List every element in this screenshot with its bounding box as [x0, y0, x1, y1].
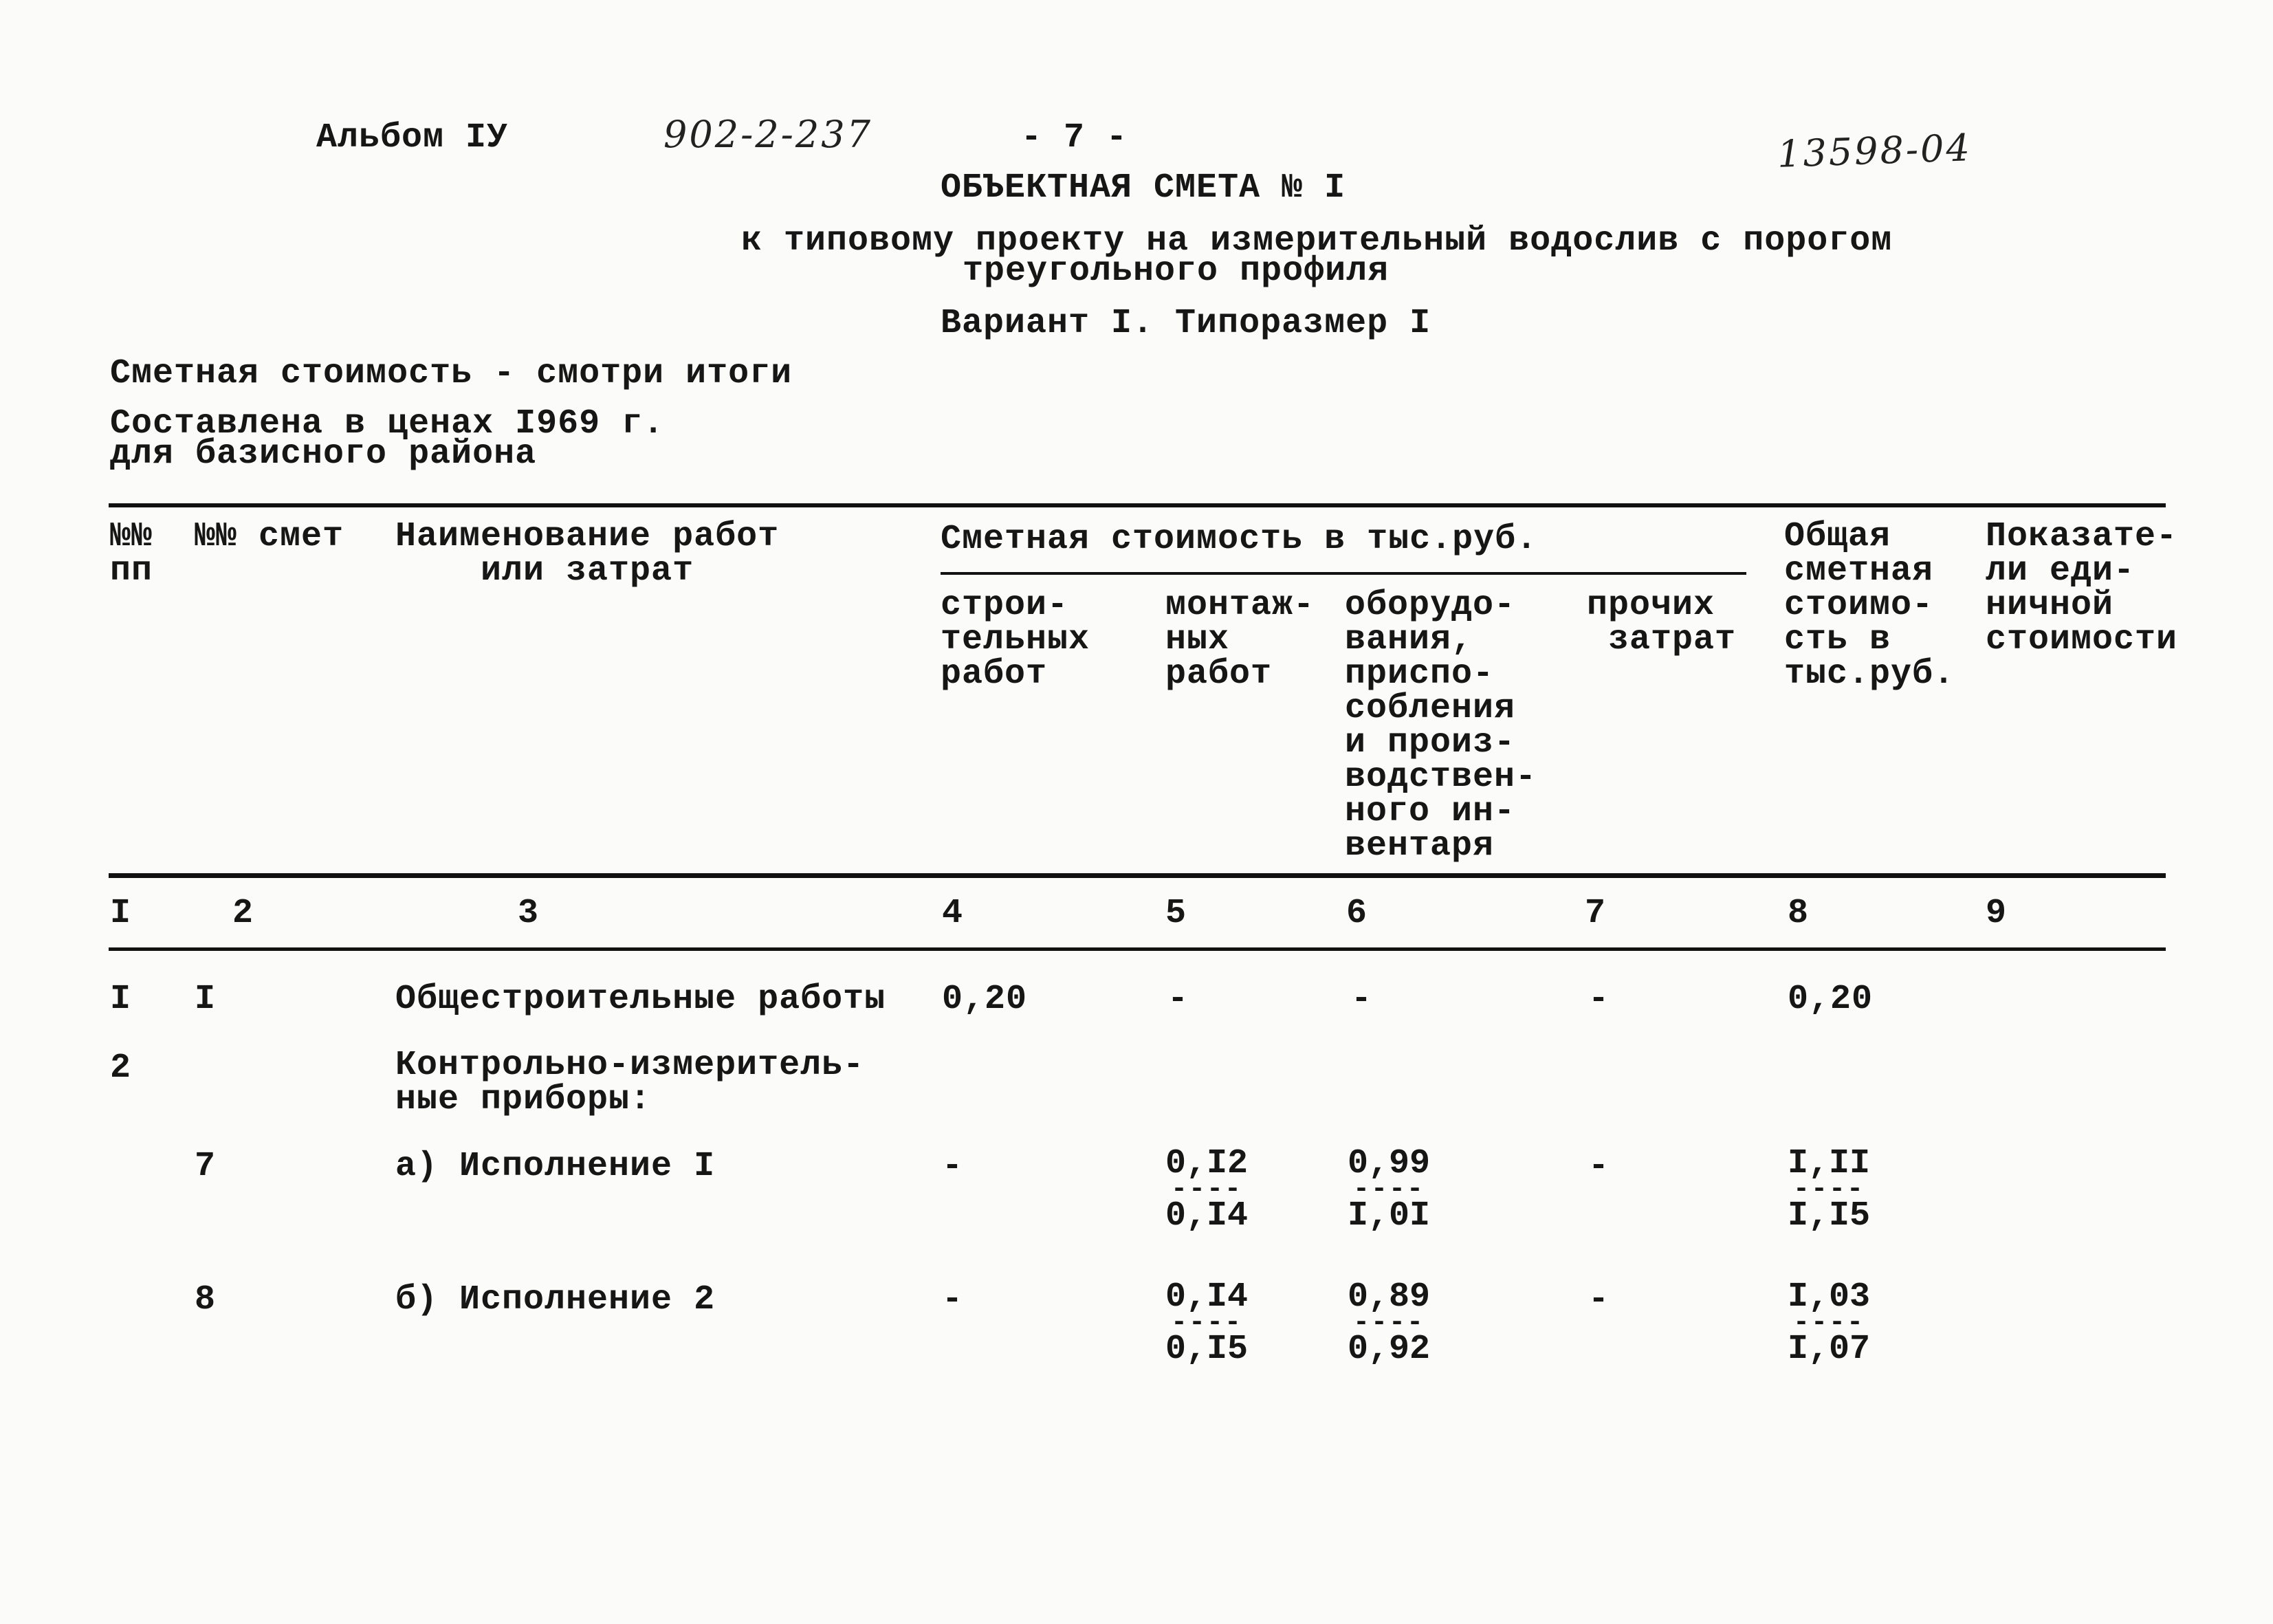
- prices-note-line2: для базисного района: [110, 435, 537, 474]
- row1-construction: 0,20: [942, 980, 1028, 1019]
- row3-equipment-bottom: I,0I: [1347, 1196, 1431, 1236]
- header-other-costs: прочих затрат: [1587, 586, 1737, 659]
- row4-installation-bottom: 0,I5: [1165, 1330, 1249, 1369]
- row2-number: 2: [110, 1049, 132, 1088]
- column-number-1: I: [110, 894, 132, 933]
- column-number-6: 6: [1346, 894, 1368, 933]
- estimate-title: ОБЪЕКТНАЯ СМЕТА № I: [941, 168, 1346, 208]
- column-number-4: 4: [942, 894, 964, 933]
- row1-equipment: -: [1351, 980, 1373, 1019]
- header-installation-works: монтаж- ных работ: [1165, 586, 1315, 694]
- row1-total: 0,20: [1788, 980, 1874, 1019]
- header-construction-works: строи- тельных работ: [941, 586, 1090, 694]
- row4-equipment-fraction: [1344, 1277, 1434, 1369]
- fraction-bar: ----: [1170, 1308, 1242, 1339]
- fraction-bar: ----: [1792, 1174, 1865, 1205]
- fraction-bar: ----: [1352, 1308, 1425, 1339]
- estimate-subtitle-line1: к типовому проекту на измерительный водослив с порогом: [741, 221, 1893, 261]
- group-header-rule: [941, 572, 1746, 575]
- header-row-number: №№ пп: [110, 517, 153, 591]
- header-estimate-number: №№ смет: [195, 517, 344, 556]
- variant-label: Вариант I. Типоразмер I: [941, 304, 1431, 343]
- row4-equipment-top: 0,89: [1347, 1277, 1431, 1317]
- document-number: 13598-04: [1776, 126, 1973, 176]
- row3-other: -: [1588, 1147, 1610, 1186]
- column-number-7: 7: [1585, 894, 1607, 933]
- row3-total-bottom: I,I5: [1787, 1196, 1871, 1236]
- row2-name: Контрольно-измеритель- ные приборы:: [395, 1046, 865, 1119]
- row4-construction: -: [942, 1280, 964, 1319]
- column-number-2: 2: [232, 894, 254, 933]
- row3-equipment-top: 0,99: [1347, 1144, 1431, 1183]
- row4-estimate: 8: [195, 1280, 217, 1319]
- row4-equipment-bottom: 0,92: [1347, 1330, 1431, 1369]
- row4-installation-fraction: [1162, 1277, 1251, 1369]
- column-numbers-rule: [109, 947, 2166, 951]
- header-equipment: оборудо- вания, приспо- собления и произ- водствен- ного ин- вентаря: [1345, 586, 1537, 866]
- row4-total-fraction: [1784, 1277, 1874, 1369]
- project-code: 902-2-237: [663, 113, 872, 156]
- column-number-8: 8: [1788, 894, 1810, 933]
- album-label: Альбом IУ: [316, 118, 509, 157]
- row1-number: I: [110, 980, 132, 1019]
- column-number-9: 9: [1986, 894, 2008, 933]
- row3-total-top: I,II: [1787, 1144, 1871, 1183]
- row3-installation-top: 0,I2: [1165, 1144, 1249, 1183]
- row4-other: -: [1588, 1280, 1610, 1319]
- row3-installation-fraction: [1162, 1144, 1251, 1236]
- page-number: - 7 -: [1021, 118, 1128, 157]
- table-top-rule: [109, 503, 2166, 507]
- header-unit-cost: Показате- ли еди- ничной стоимости: [1986, 517, 2178, 659]
- fraction-bar: ----: [1170, 1174, 1242, 1205]
- fraction-bar: ----: [1352, 1174, 1425, 1205]
- row1-other: -: [1588, 980, 1610, 1019]
- cost-note: Сметная стоимость - смотри итоги: [110, 354, 793, 393]
- header-bottom-rule: [109, 873, 2166, 878]
- row3-construction: -: [942, 1147, 964, 1186]
- row4-name: б) Исполнение 2: [395, 1280, 716, 1319]
- row3-estimate: 7: [195, 1147, 217, 1186]
- column-number-3: 3: [518, 894, 540, 933]
- row3-name: а) Исполнение I: [395, 1147, 716, 1186]
- estimate-subtitle-line2: треугольного профиля: [963, 252, 1390, 291]
- row1-name: Общестроительные работы: [395, 980, 886, 1019]
- row1-estimate: I: [195, 980, 217, 1019]
- row3-total-fraction: [1784, 1144, 1874, 1236]
- row3-installation-bottom: 0,I4: [1165, 1196, 1249, 1236]
- header-work-name: Наименование работ или затрат: [395, 517, 780, 591]
- header-cost-group: Сметная стоимость в тыс.руб.: [941, 520, 1538, 559]
- row1-installation: -: [1167, 980, 1189, 1019]
- row4-total-top: I,03: [1787, 1277, 1871, 1317]
- header-total-cost: Общая сметная стоимо- сть в тыс.руб.: [1784, 517, 1955, 694]
- row4-installation-top: 0,I4: [1165, 1277, 1249, 1317]
- prices-note-line1: Составлена в ценах I969 г.: [110, 404, 665, 443]
- fraction-bar: ----: [1792, 1308, 1865, 1339]
- row4-total-bottom: I,07: [1787, 1330, 1871, 1369]
- row3-equipment-fraction: [1344, 1144, 1434, 1236]
- column-number-5: 5: [1165, 894, 1187, 933]
